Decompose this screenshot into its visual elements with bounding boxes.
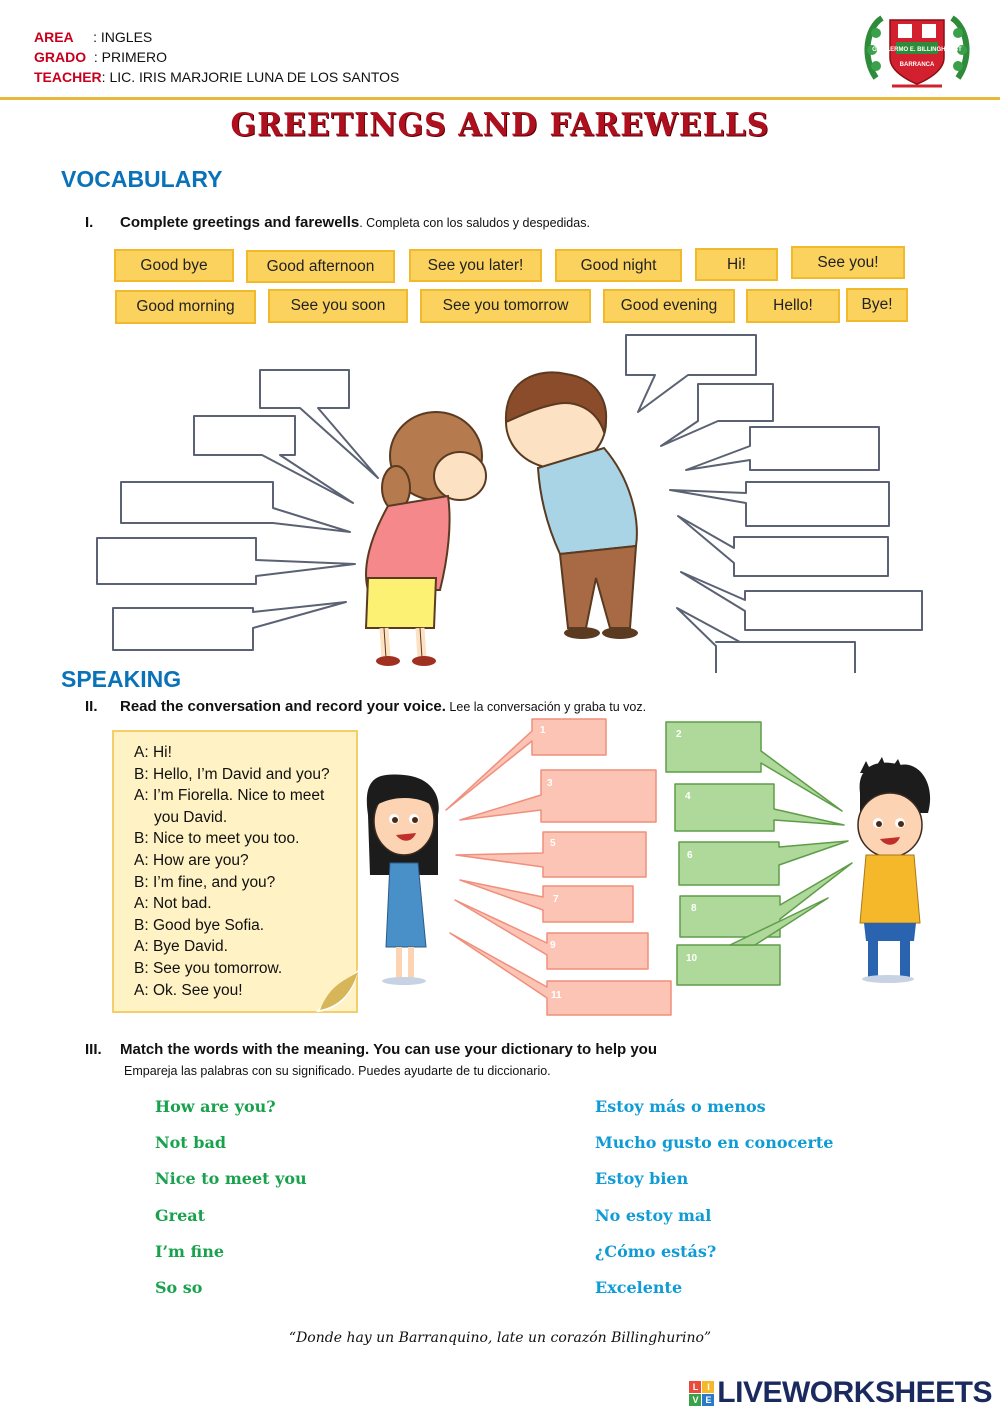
match-term[interactable]: Great [155,1206,206,1225]
word-chip[interactable]: Good bye [114,249,234,282]
dialog-line: B: Good bye Sofia. [134,916,265,934]
matching-instruction-sub: Empareja las palabras con su significado. Puedes ayudarte de tu diccionario. [124,1064,551,1078]
numeral-1: I. [85,214,94,231]
bubble-number: 2 [676,729,682,740]
bubble-number: 5 [550,838,556,849]
word-chip[interactable]: Good afternoon [246,250,395,283]
match-meaning[interactable]: Excelente [595,1278,683,1297]
speaking-instruction: Read the conversation and record your voice. Lee la conversación y graba tu voz. [120,698,647,715]
logo-city: BARRANCA [899,62,935,68]
dialog-line: you David. [154,808,228,826]
matching-instruction: Match the words with the meaning. You can use your dictionary to help you [120,1041,658,1058]
header-grado: GRADO : PRIMERO [34,49,168,65]
page-title: GREETINGS AND FAREWELLS [230,107,770,144]
match-term[interactable]: I’m fine [155,1242,224,1261]
school-motto: “Donde hay un Barranquino, late un corazón Billinghurino” [288,1330,712,1346]
bubble-number: 9 [550,940,556,951]
bubble-number: 6 [687,850,693,861]
header-divider [0,97,1000,100]
speech-bubble [97,538,355,584]
dialog-line: A: Not bad. [134,895,212,913]
speech-bubble [677,945,780,985]
girl-character-illustration [367,774,439,985]
dialog-line: B: Hello, I’m David and you? [134,765,330,783]
match-meaning[interactable]: ¿Cómo estás? [595,1242,717,1261]
word-chip[interactable]: Bye! [846,288,908,322]
page-curl [316,970,360,1014]
match-meaning[interactable]: No estoy mal [595,1206,712,1225]
numeral-3: III. [85,1041,102,1058]
word-chip[interactable]: Good night [555,249,682,282]
dialog-line: A: Bye David. [134,938,228,956]
match-term[interactable]: Not bad [155,1133,226,1152]
speech-bubble [681,572,922,630]
speech-bubble [113,602,346,650]
speech-bubble [686,427,879,470]
dialog-line: B: See you tomorrow. [134,959,283,977]
boy-character-illustration [858,757,930,983]
liveworksheets-brand: L I V E LIVEWORKSHEETS [689,1376,992,1410]
match-meaning[interactable]: Estoy bien [595,1169,689,1188]
numeral-2: II. [85,698,98,715]
word-chip[interactable]: Good morning [115,290,256,324]
word-chip[interactable]: See you soon [268,289,408,323]
header-area: AREA : INGLES [34,29,153,45]
word-chip[interactable]: Hello! [746,289,840,323]
dialog-line: A: Hi! [134,744,172,761]
liveworksheets-logo-icon: L I V E [689,1381,714,1406]
dialog-line: A: How are you? [134,851,249,869]
match-meaning[interactable]: Estoy más o menos [595,1097,766,1116]
bubble-number: 8 [691,903,697,914]
word-chip[interactable]: Hi! [695,248,778,281]
word-chip[interactable]: See you later! [409,249,542,282]
school-logo [862,8,972,96]
match-term[interactable]: Nice to meet you [155,1169,307,1188]
dialog-line: B: I’m fine, and you? [134,873,276,891]
speech-bubble [460,770,656,822]
logo-name: GUILLERMO E. BILLINGHURST [872,47,962,53]
match-meaning[interactable]: Mucho gusto en conocerte [595,1133,834,1152]
speech-bubble [121,482,350,532]
bubble-number: 11 [551,990,562,1001]
dialog-line: A: Ok. See you! [134,981,243,999]
match-term[interactable]: So so [155,1278,203,1297]
header-teacher: TEACHER: LIC. IRIS MARJORIE LUNA DE LOS SANTOS [34,69,400,85]
boy-bowing-illustration [506,372,638,639]
vocabulary-instruction: Complete greetings and farewells. Completa con los saludos y despedidas. [120,214,590,231]
word-chip[interactable]: Good evening [603,289,735,323]
bubble-number: 1 [540,725,546,736]
bubble-number: 4 [685,791,691,802]
vocabulary-illustration [0,328,1000,673]
word-chip[interactable]: See you tomorrow [420,289,591,323]
match-term[interactable]: How are you? [155,1097,276,1116]
speech-bubble [675,784,844,831]
girl-bowing-illustration [366,412,486,666]
word-chip[interactable]: See you! [791,246,905,279]
vocabulary-heading: VOCABULARY [61,166,223,192]
speaking-heading: SPEAKING [61,666,182,692]
bubble-number: 10 [686,953,698,964]
speech-bubble [670,482,889,526]
dialog-line: A: I’m Fiorella. Nice to meet [134,787,325,805]
dialog-line: B: Nice to meet you too. [134,830,300,848]
bubble-number: 7 [553,894,559,905]
speaking-illustration [360,715,960,1020]
speech-bubble [679,841,848,885]
bubble-number: 3 [547,778,553,789]
